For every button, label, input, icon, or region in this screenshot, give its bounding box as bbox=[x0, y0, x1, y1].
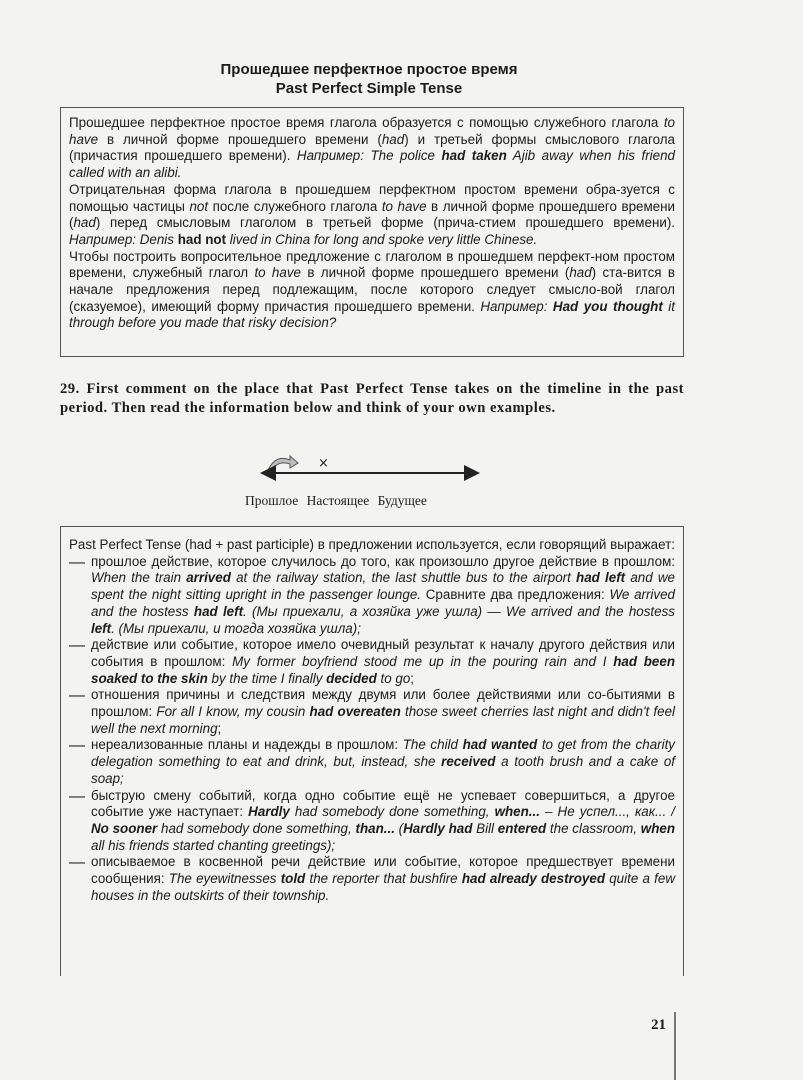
usage-item-text: нереализованные планы и надежды в прошлом: The child had wanted to get from the charity delegation something to eat and drink, but, instead, she received a tooth brush and a cake of soap; bbox=[91, 737, 675, 786]
usage-item bbox=[69, 687, 675, 737]
list-dash: — bbox=[69, 854, 85, 872]
rule-question: Чтобы построить вопросительное предложение с глаголом в прошедшем перфект-ном простом времени, служебный глагол to have в личной форме прошедшего времени (had) ста-вится в начале предложения перед подлежащим, после которого следует смысло-вой глагол (сказуемое), имеющий форму причастия прошедшего времени. Например: Had you thought it through before you made that risky decision? bbox=[69, 248, 675, 331]
timeline-labels bbox=[245, 493, 495, 509]
list-dash: — bbox=[69, 787, 85, 805]
timeline-marker: × bbox=[318, 456, 329, 471]
usage-item-text: действие или событие, которое имело очевидный результат к началу другого действия или события в прошлом: My former boyfriend stood me up in the pouring rain and I had been soaked to the skin by the time I finally decided to go; bbox=[91, 637, 676, 686]
heading-english: Past Perfect Simple Tense bbox=[275, 80, 463, 97]
usage-box bbox=[60, 526, 684, 976]
usage-item-text: быструю смену событий, когда одно событие ещё не успевает совершиться, а другое событие уже наступает: Hardly had somebody done something, when... – Не успел..., как... / No sooner had somebody done something, than... (Hardly had Bill entered the classroom, when all his friends started chanting greetings); bbox=[91, 787, 676, 853]
usage-item bbox=[69, 554, 675, 638]
page-edge-rule bbox=[674, 1012, 676, 1080]
timeline-diagram bbox=[258, 452, 482, 482]
usage-item-text: отношения причины и следствия между двумя или более действиями или со-бытиями в прошлом: For all I know, my cousin had overeaten those sweet cherries last night and didn't feel well the next morning; bbox=[91, 687, 676, 736]
rule-negative: Отрицательная форма глагола в прошедшем перфектном простом времени обра-зуется с помощью частицы not после служебного глагола to have в личной форме прошедшего времени (had) перед смысловым глаголом в третьей форме (прича-стием прошедшего времени). Например: Denis had not lived in China for long and spoke very little Chinese. bbox=[69, 181, 676, 247]
exercise-29: 29. First comment on the place that Past Perfect Tense takes on the timeline in the past period. Then read the information below and think of your own examples. bbox=[60, 381, 684, 416]
label-past: Прошлое bbox=[245, 493, 299, 508]
usage-item-text: прошлое действие, которое случилось до того, как произошло другое действие в прошлом: When the train arrived at the railway station, the last shuttle bus to the airport had left and we spent the night sitting upright in the passenger lounge. Сравните два предложения: We arrived and the hostess had left. (Мы приехали, а хозяйка уже ушла) — We arrived and the hostess left. (Мы приехали, и тогда хозяйка ушла); bbox=[91, 553, 675, 636]
usage-item bbox=[69, 854, 675, 904]
rule-box bbox=[60, 107, 684, 357]
usage-item bbox=[69, 737, 675, 787]
rule-formation: Прошедшее перфектное простое время глагола образуется с помощью служебного глагола to have в личной форме прошедшего времени (had) и третьей формы смыслового глагола (причастия прошедшего времени). Например: The police had taken Ajib away when his friend called with an alibi. bbox=[69, 115, 675, 181]
list-dash: — bbox=[69, 637, 85, 655]
section-heading bbox=[0, 60, 738, 98]
usage-intro: Past Perfect Tense (had + past participle) в предложении используется, если говорящий выражает: bbox=[69, 537, 675, 552]
list-dash: — bbox=[69, 687, 85, 705]
usage-item bbox=[69, 788, 675, 855]
usage-item bbox=[69, 637, 675, 687]
label-present: Настоящее bbox=[306, 493, 370, 508]
usage-item-text: описываемое в косвенной речи действие или событие, которое предшествует времени сообщения: The eyewitnesses told the reporter that bushfire had already destroyed quite a few houses in the outskirts of their township. bbox=[91, 854, 675, 903]
list-dash: — bbox=[69, 553, 85, 571]
page-number: 21 bbox=[651, 1017, 666, 1033]
list-dash: — bbox=[69, 737, 85, 755]
heading-russian: Прошедшее перфектное простое время bbox=[220, 61, 518, 78]
label-future: Будущее bbox=[377, 493, 427, 508]
past-period-arc bbox=[268, 456, 298, 470]
